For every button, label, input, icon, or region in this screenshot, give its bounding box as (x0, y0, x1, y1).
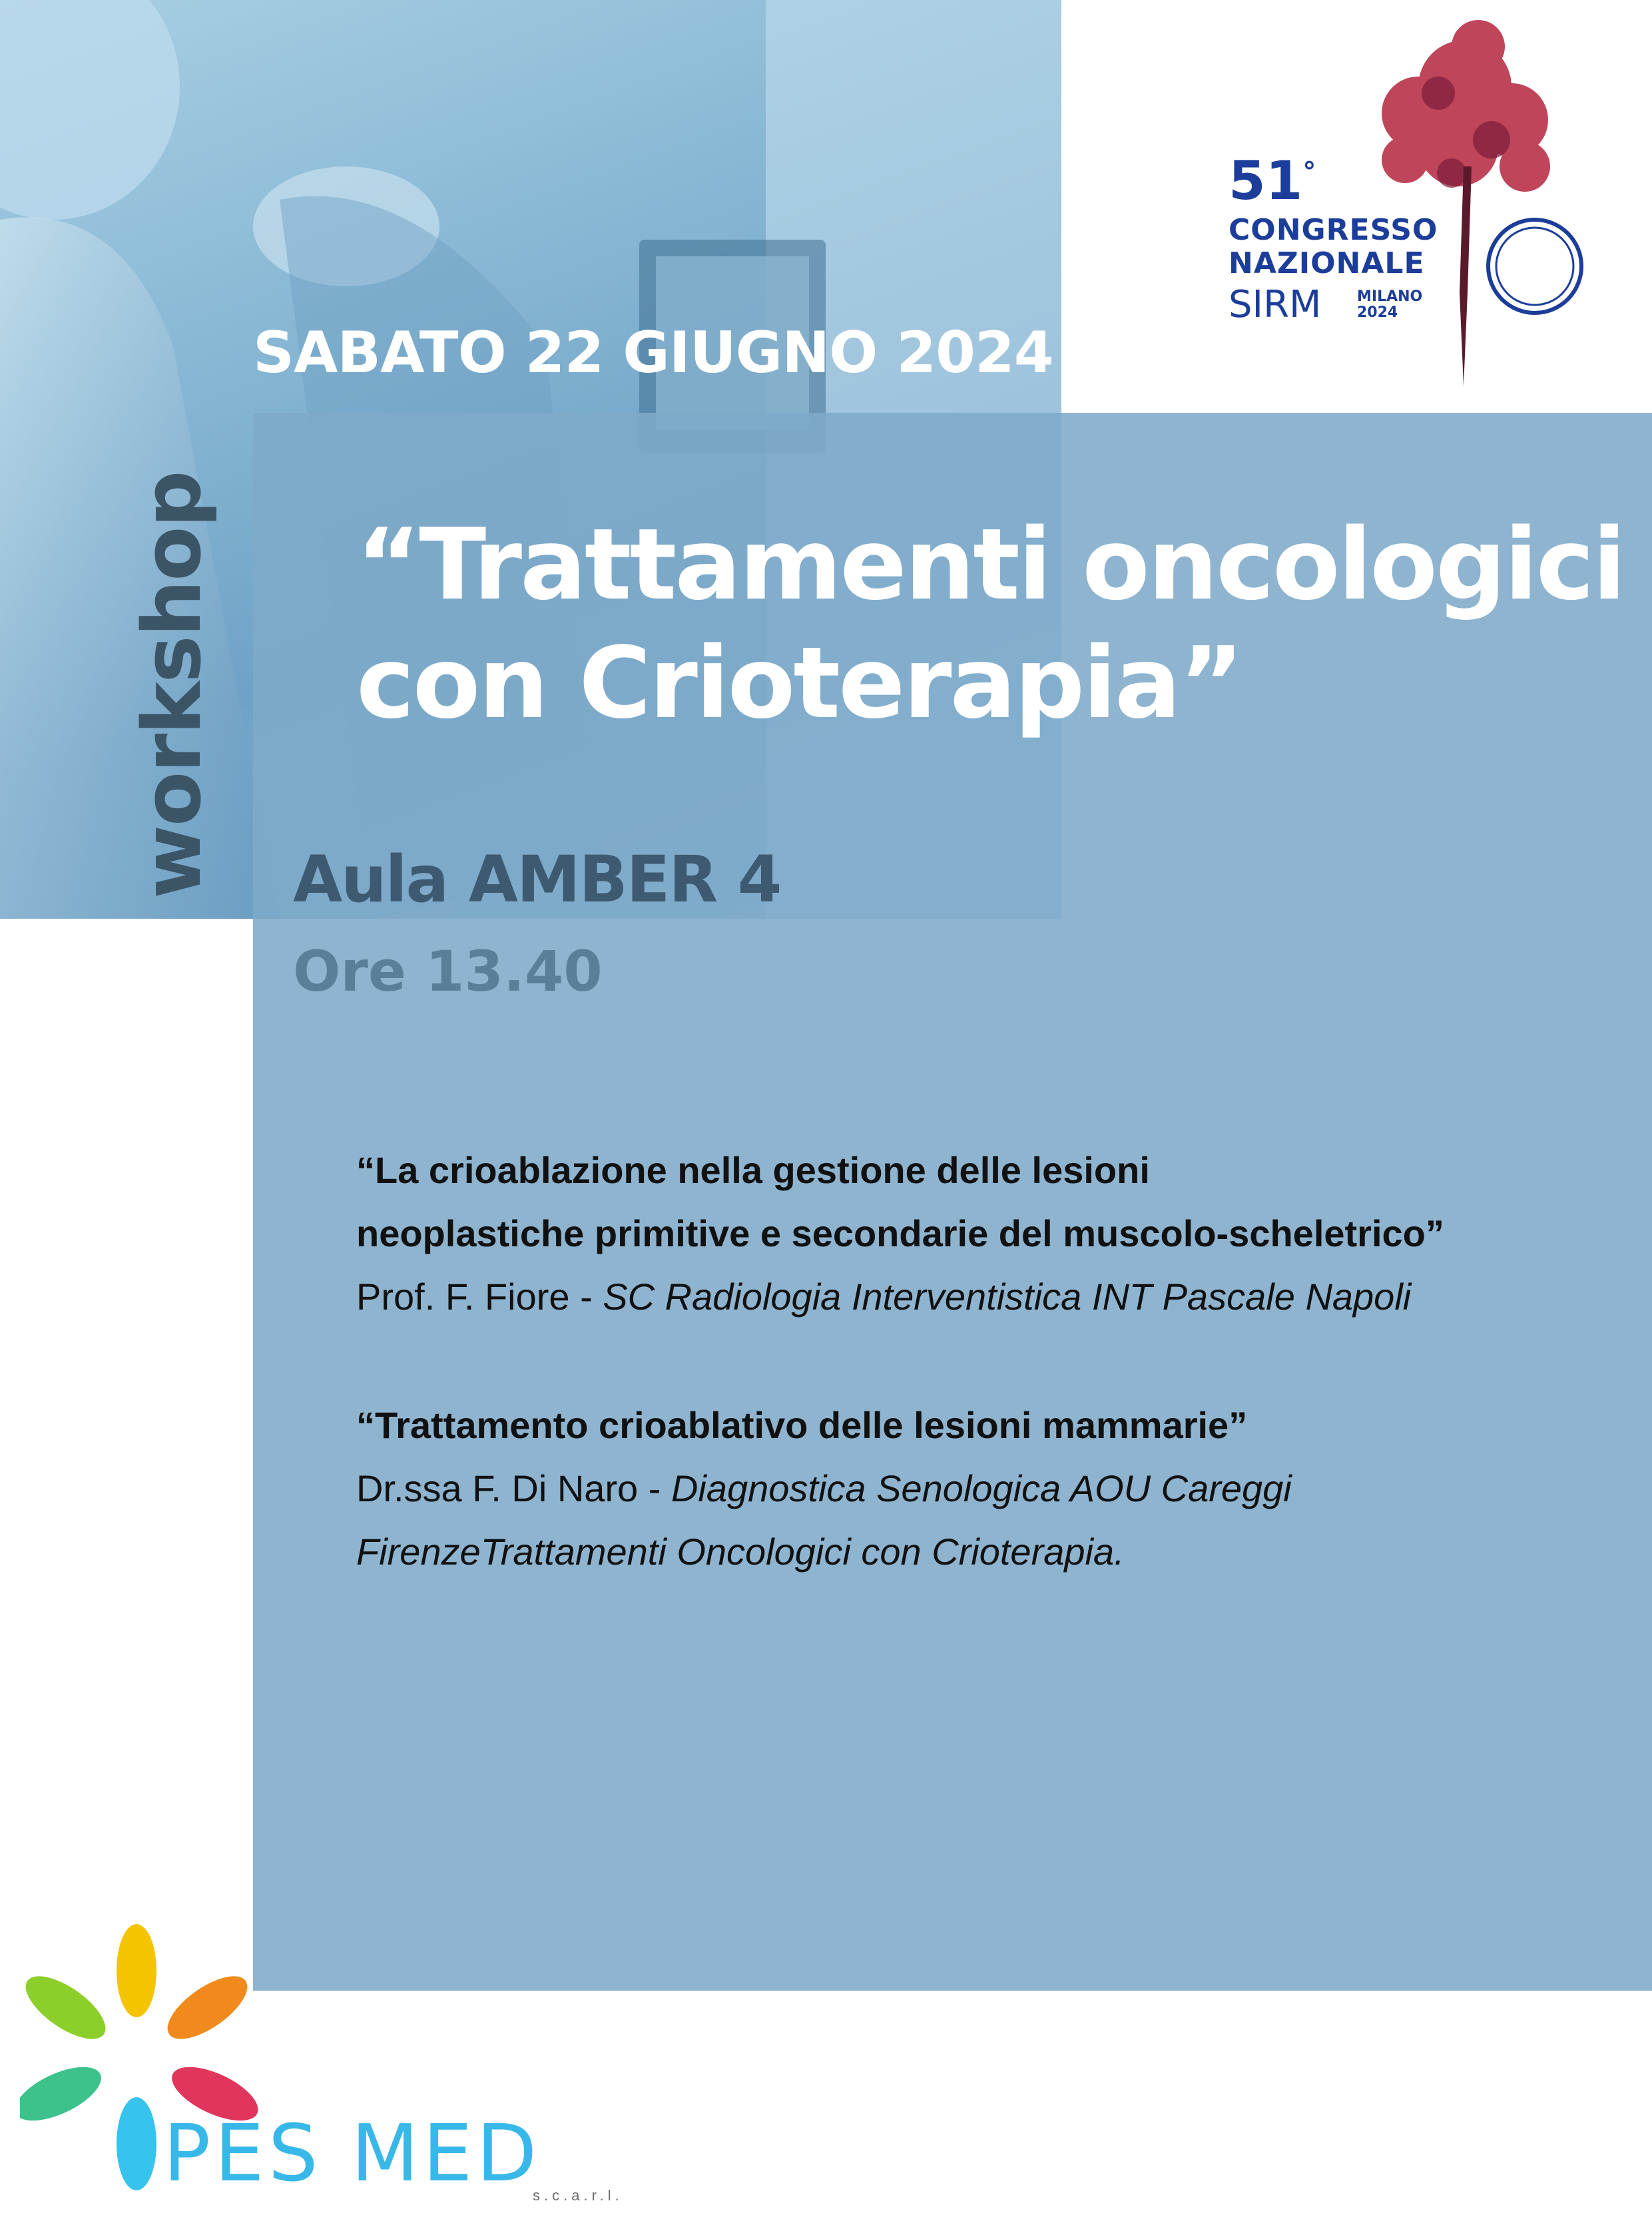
congress-logo (1185, 13, 1611, 399)
talk-item (356, 1393, 1621, 1583)
congress-city: MILANO 2024 (1357, 288, 1423, 321)
talk-title-line: “La crioablazione nella gestione delle lesioni (356, 1149, 1150, 1191)
title-line-1: “Trattamenti oncologici (356, 507, 1625, 622)
speaker-affiliation: SC Radiologia Interventistica INT Pascale Napoli (603, 1276, 1412, 1318)
speaker-affiliation: Diagnostica Senologica AOU Careggi (671, 1467, 1292, 1509)
talk-affiliation-line (356, 1520, 1621, 1583)
speaker-affiliation: FirenzeTrattamenti Oncologici con Crioterapia. (356, 1531, 1125, 1573)
workshop-title (356, 506, 1625, 742)
congress-line-1: CONGRESSO (1229, 213, 1438, 247)
sponsor-suffix: s.c.a.r.l. (533, 2187, 623, 2204)
sponsor-name: PES MED (163, 2107, 541, 2199)
workshop-label: workshop (127, 471, 219, 899)
talk-item (356, 1138, 1621, 1328)
speaker-name: Prof. F. Fiore - (356, 1276, 603, 1318)
talk-title-line: “Trattamento crioablativo delle lesioni mammarie” (356, 1404, 1248, 1446)
sponsor-logo (20, 1904, 659, 2224)
room-label: Aula AMBER 4 (293, 842, 781, 917)
org-name: SIRM (1229, 283, 1322, 326)
congress-line-2: NAZIONALE (1229, 246, 1425, 280)
event-date: SABATO 22 GIUGNO 2024 (253, 320, 1053, 386)
talk-title-line: neoplastiche primitive e secondarie del muscolo-scheletrico” (356, 1212, 1444, 1254)
talk-speaker-line (356, 1457, 1621, 1520)
speaker-name: Dr.ssa F. Di Naro - (356, 1467, 671, 1509)
talk-speaker-line (356, 1265, 1621, 1328)
edition-number: 51° (1229, 150, 1316, 212)
title-line-2: con Crioterapia” (356, 625, 1242, 740)
time-label: Ore 13.40 (293, 939, 603, 1004)
